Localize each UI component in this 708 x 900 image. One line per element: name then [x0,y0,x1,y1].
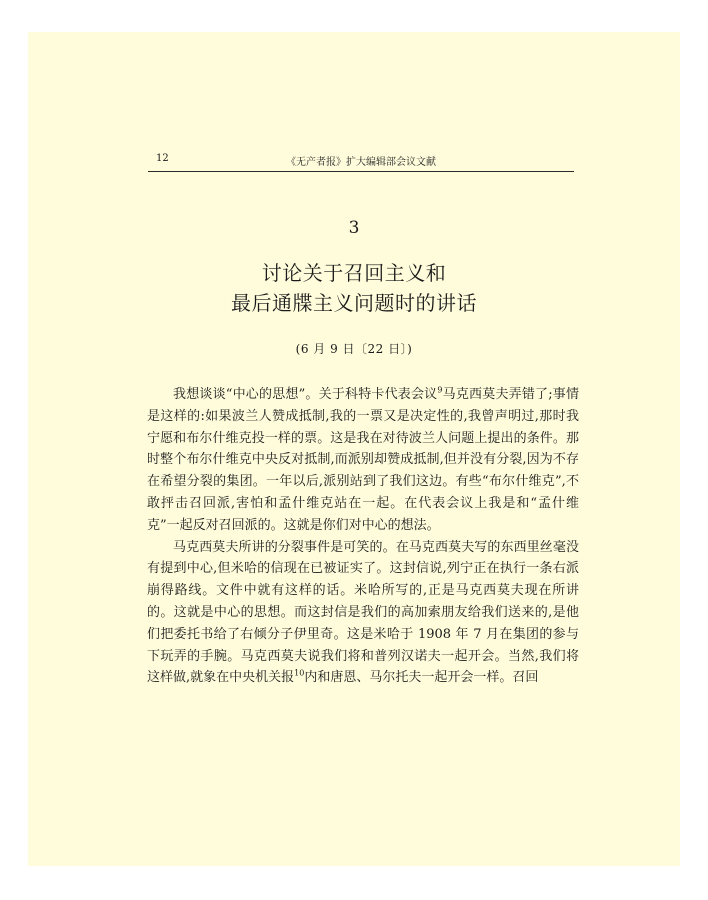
footnote-marker-9[interactable]: 9 [437,385,443,395]
paragraph-2-text-b: 内和唐恩、马尔托夫一起开会一样。召回 [304,670,539,686]
paragraph-2-text-a: 马克西莫夫所讲的分裂事件是可笑的。在马克西莫夫写的东西里丝毫没有提到中心,但米哈的信现在已被证实了。这封信说,列宁正在执行一条右派崩得路线。文件中就有这样的话。米哈所写的,正是马克西莫夫现在所讲的。这就是中心的思想。而这封信是我们的高加索朋友给我们送来的,是他们把委托书给了右倾分子伊里奇。这是米哈于 1908 年 7 月在集团的参与下玩弄的手腕。马克西莫夫说我们将和普列汉诺夫一起开会。当然,我们将这样做,就象在中央机关报 [147,539,579,686]
footnote-marker-10[interactable]: 10 [294,669,305,679]
article-number: 3 [348,218,360,238]
page-number: 12 [156,153,169,164]
article-title-line-2: 最后通牒主义问题时的讲话 [231,291,477,315]
article-title-line-1: 讨论关于召回主义和 [261,261,447,285]
running-head [148,153,574,172]
paragraph-2 [147,537,579,690]
body-text [147,384,579,689]
paragraph-1-text-a: 我想谈谈“中心的思想”。关于科特卡代表会议 [173,387,438,402]
paragraph-1-text-b: 马克西莫夫弄错了;事情是这样的:如果波兰人赞成抵制,我的一票又是决定性的,我曾声明过,那时我宁愿和布尔什维克投一样的票。这是我在对待波兰人问题上提出的条件。那时整个布尔什维克中央反对抵制,而派别却赞成抵制,但并没有分裂,因为不存在希望分裂的集团。一年以后,派别站到了我们这边。有些“布尔什维克”,不敢抨击召回派,害怕和孟什维克站在一起。在代表会议上我是和“孟什维克”一起反对召回派的。这就是你们对中心的想法。 [147,387,579,533]
article-title [0,258,708,318]
running-head-title: 《无产者报》扩大编辑部会议文献 [286,157,436,168]
paragraph-1 [147,384,579,537]
article-date: (6 月 9 日〔22 日〕) [295,342,413,356]
